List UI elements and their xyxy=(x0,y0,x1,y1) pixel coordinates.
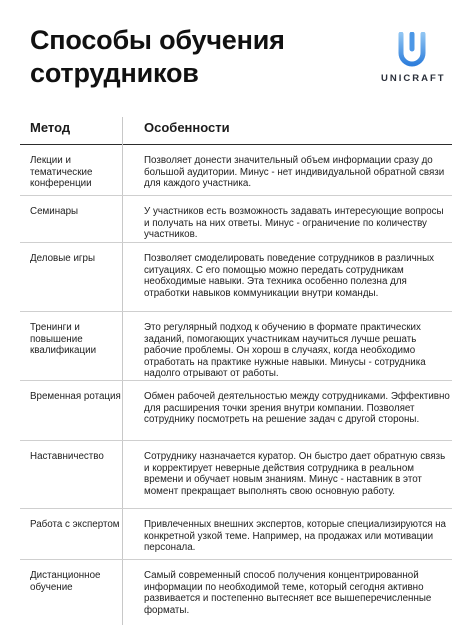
table-row xyxy=(20,560,452,630)
row-method: Лекции и тематические конференции xyxy=(30,155,93,190)
table-row xyxy=(20,243,452,312)
row-features: Позволяет донести значительный объем информации сразу до большой аудитории. Минус - нет индивидуальной обратной связи для каждого участника. xyxy=(144,155,445,190)
row-method: Деловые игры xyxy=(30,253,95,264)
methods-table xyxy=(20,145,452,630)
table-row xyxy=(20,196,452,243)
title-line-1: Способы обучения xyxy=(30,25,285,55)
unicraft-u-logo-icon xyxy=(395,32,429,70)
header-method: Метод xyxy=(30,120,71,135)
row-features: Позволяет смоделировать поведение сотрудников в различных ситуациях. С его помощью можно передать сотрудникам необходимые навыки. Эта техника особенно полезна для отработки навыков коммуникации внутри команды. xyxy=(144,253,435,299)
logo-text: UNICRAFT xyxy=(381,73,446,84)
row-method: Временная ротация xyxy=(30,391,121,402)
row-features: У участников есть возможность задавать интересующие вопросы и получать на них ответы. Минус - ограничение по количеству участников. xyxy=(144,206,444,241)
row-features: Это регулярный подход к обучению в формате практических заданий, помогающих участникам научиться лучше решать рабочие проблемы. Он хорош в случаях, когда необходимо отработать на практике нужные навыки. Минусы - сотрудника надолго отрывают от работы. xyxy=(144,322,426,380)
table-row xyxy=(20,381,452,441)
row-features: Сотруднику назначается куратор. Он быстро дает обратную связь и корректирует неверные действия сотрудника в реальном времени и обучает новым знаниям. Минус - наставник в этот момент прекращает выполнять свою основную работу. xyxy=(144,451,446,497)
table-row xyxy=(20,509,452,560)
row-method: Семинары xyxy=(30,206,79,217)
row-features: Самый современный способ получения концентрированной информации по необходимой теме, который сегодня активно развивается и постепенно вытесняет все вышеперечисленные форматы. xyxy=(144,570,432,616)
row-method: Работа с экспертом xyxy=(30,519,120,530)
page-title xyxy=(30,24,285,90)
header-features: Особенности xyxy=(144,120,230,135)
unicraft-logo xyxy=(381,32,446,84)
table-row xyxy=(20,441,452,509)
row-features: Обмен рабочей деятельностью между сотрудниками. Эффективно для расширения точки зрения внутри компании. Позволяет сотруднику посмотреть на решение задач с другой стороны. xyxy=(144,391,450,426)
row-method: Дистанционное обучение xyxy=(30,570,101,593)
row-method: Тренинги и повышение квалификации xyxy=(30,322,97,357)
title-line-2: сотрудников xyxy=(30,58,199,88)
table-header xyxy=(20,112,452,145)
row-method: Наставничество xyxy=(30,451,104,462)
table-row xyxy=(20,145,452,196)
row-features: Привлеченных внешних экспертов, которые специализируются на конкретной узкой теме. Например, на продажах или мотивации персонала. xyxy=(144,519,446,554)
table-row xyxy=(20,312,452,381)
